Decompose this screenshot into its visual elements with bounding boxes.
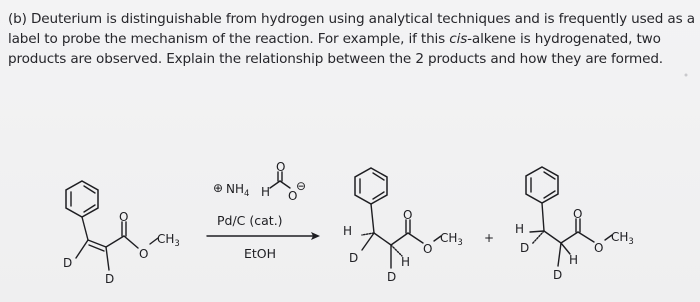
reactant-d-bottom-label: D [105,272,115,286]
reactant-ester-o-label: O [139,247,149,261]
product-2-h-bond [530,231,544,232]
product-1-h-bottom-label: H [401,255,411,269]
product-1-d-label: D [349,251,359,265]
product-1-phenyl-ring [355,168,387,204]
formate-o-minus-label: O [288,189,298,203]
reactant-carbonyl-o-label: O [119,210,129,224]
product-1-h-label: H [343,224,353,238]
product-2-phenyl-ring [526,167,558,203]
product-2-h-label: H [515,222,525,236]
reagents [207,160,320,261]
product-2-d-label: D [520,241,530,255]
reactant-ester-bond [124,236,138,248]
product-1-d-bottom-label: D [387,270,397,284]
reactant-methyl-label: $CH_3$ [157,232,180,249]
product-1-molecule [343,168,463,284]
question-line-3: products are observed. Explain the relationship between the 2 products and how they are formed. [8,51,663,67]
question-line-2-end: -alkene is hydrogenated, two [467,31,661,47]
reactant-d-bond-bottom [106,247,109,270]
product-2-carbonyl-o-label: O [573,207,583,221]
question-line-1: (b) Deuterium is distinguishable from hydrogen using analytical techniques and is frequently used as a [8,11,695,27]
question-cis-term: cis [449,31,468,47]
product-2-d-bottom-bond [558,243,561,266]
product-2-hashed-d-bond [532,231,544,244]
product-1-ester-o-label: O [423,242,433,256]
product-1-ester-bond [408,233,423,243]
product-1-methyl-label: $CH_3$ [440,231,463,248]
catalyst-label: Pd/C (cat.) [217,213,283,228]
reactant-molecule [63,181,180,286]
reactant-d-left-label: D [63,256,73,270]
product-2-h-bottom-label: H [569,253,579,267]
formate-minus-charge: ⊖ [296,179,307,193]
reactant-carbonyl-carbon-bond [106,236,124,247]
formate-h-c-bond [270,181,280,188]
ammonium-plus-charge: ⊕ [213,181,224,195]
product-2-carbonyl-carbon-bond [561,232,578,243]
product-2-ester-bond [578,232,594,242]
product-2-d-bottom-label: D [553,268,563,282]
solvent-label: EtOH [244,246,277,261]
product-2-molecule [515,167,634,282]
reactant-ring-to-alkene-bond [82,217,88,240]
question-line-2-start: label to probe the mechanism of the reaction. For example, if this [8,31,450,47]
product-2-ester-o-label: O [594,241,604,255]
product-1-ring-to-carbon-bond [371,204,374,233]
products-plus-sign: + [484,231,495,245]
product-1-carbonyl-carbon-bond [391,233,408,245]
product-2-ring-to-carbon-bond [542,203,544,231]
formate-o-top-label: O [276,160,286,174]
reactant-d-bond-left [76,240,88,258]
product-1-cc-bond [374,233,391,245]
ammonium-label: $NH_4$ [226,182,250,199]
product-1-carbonyl-o-label: O [403,208,413,222]
formate-h-label: H [261,185,271,199]
reactant-phenyl-ring [66,181,98,217]
product-2-methyl-label: $CH_3$ [611,230,634,247]
product-1-d-bond [362,233,374,250]
product-2-cc-bond [544,231,561,243]
formate-c-o-bond [280,181,290,188]
stray-dot [685,74,688,77]
